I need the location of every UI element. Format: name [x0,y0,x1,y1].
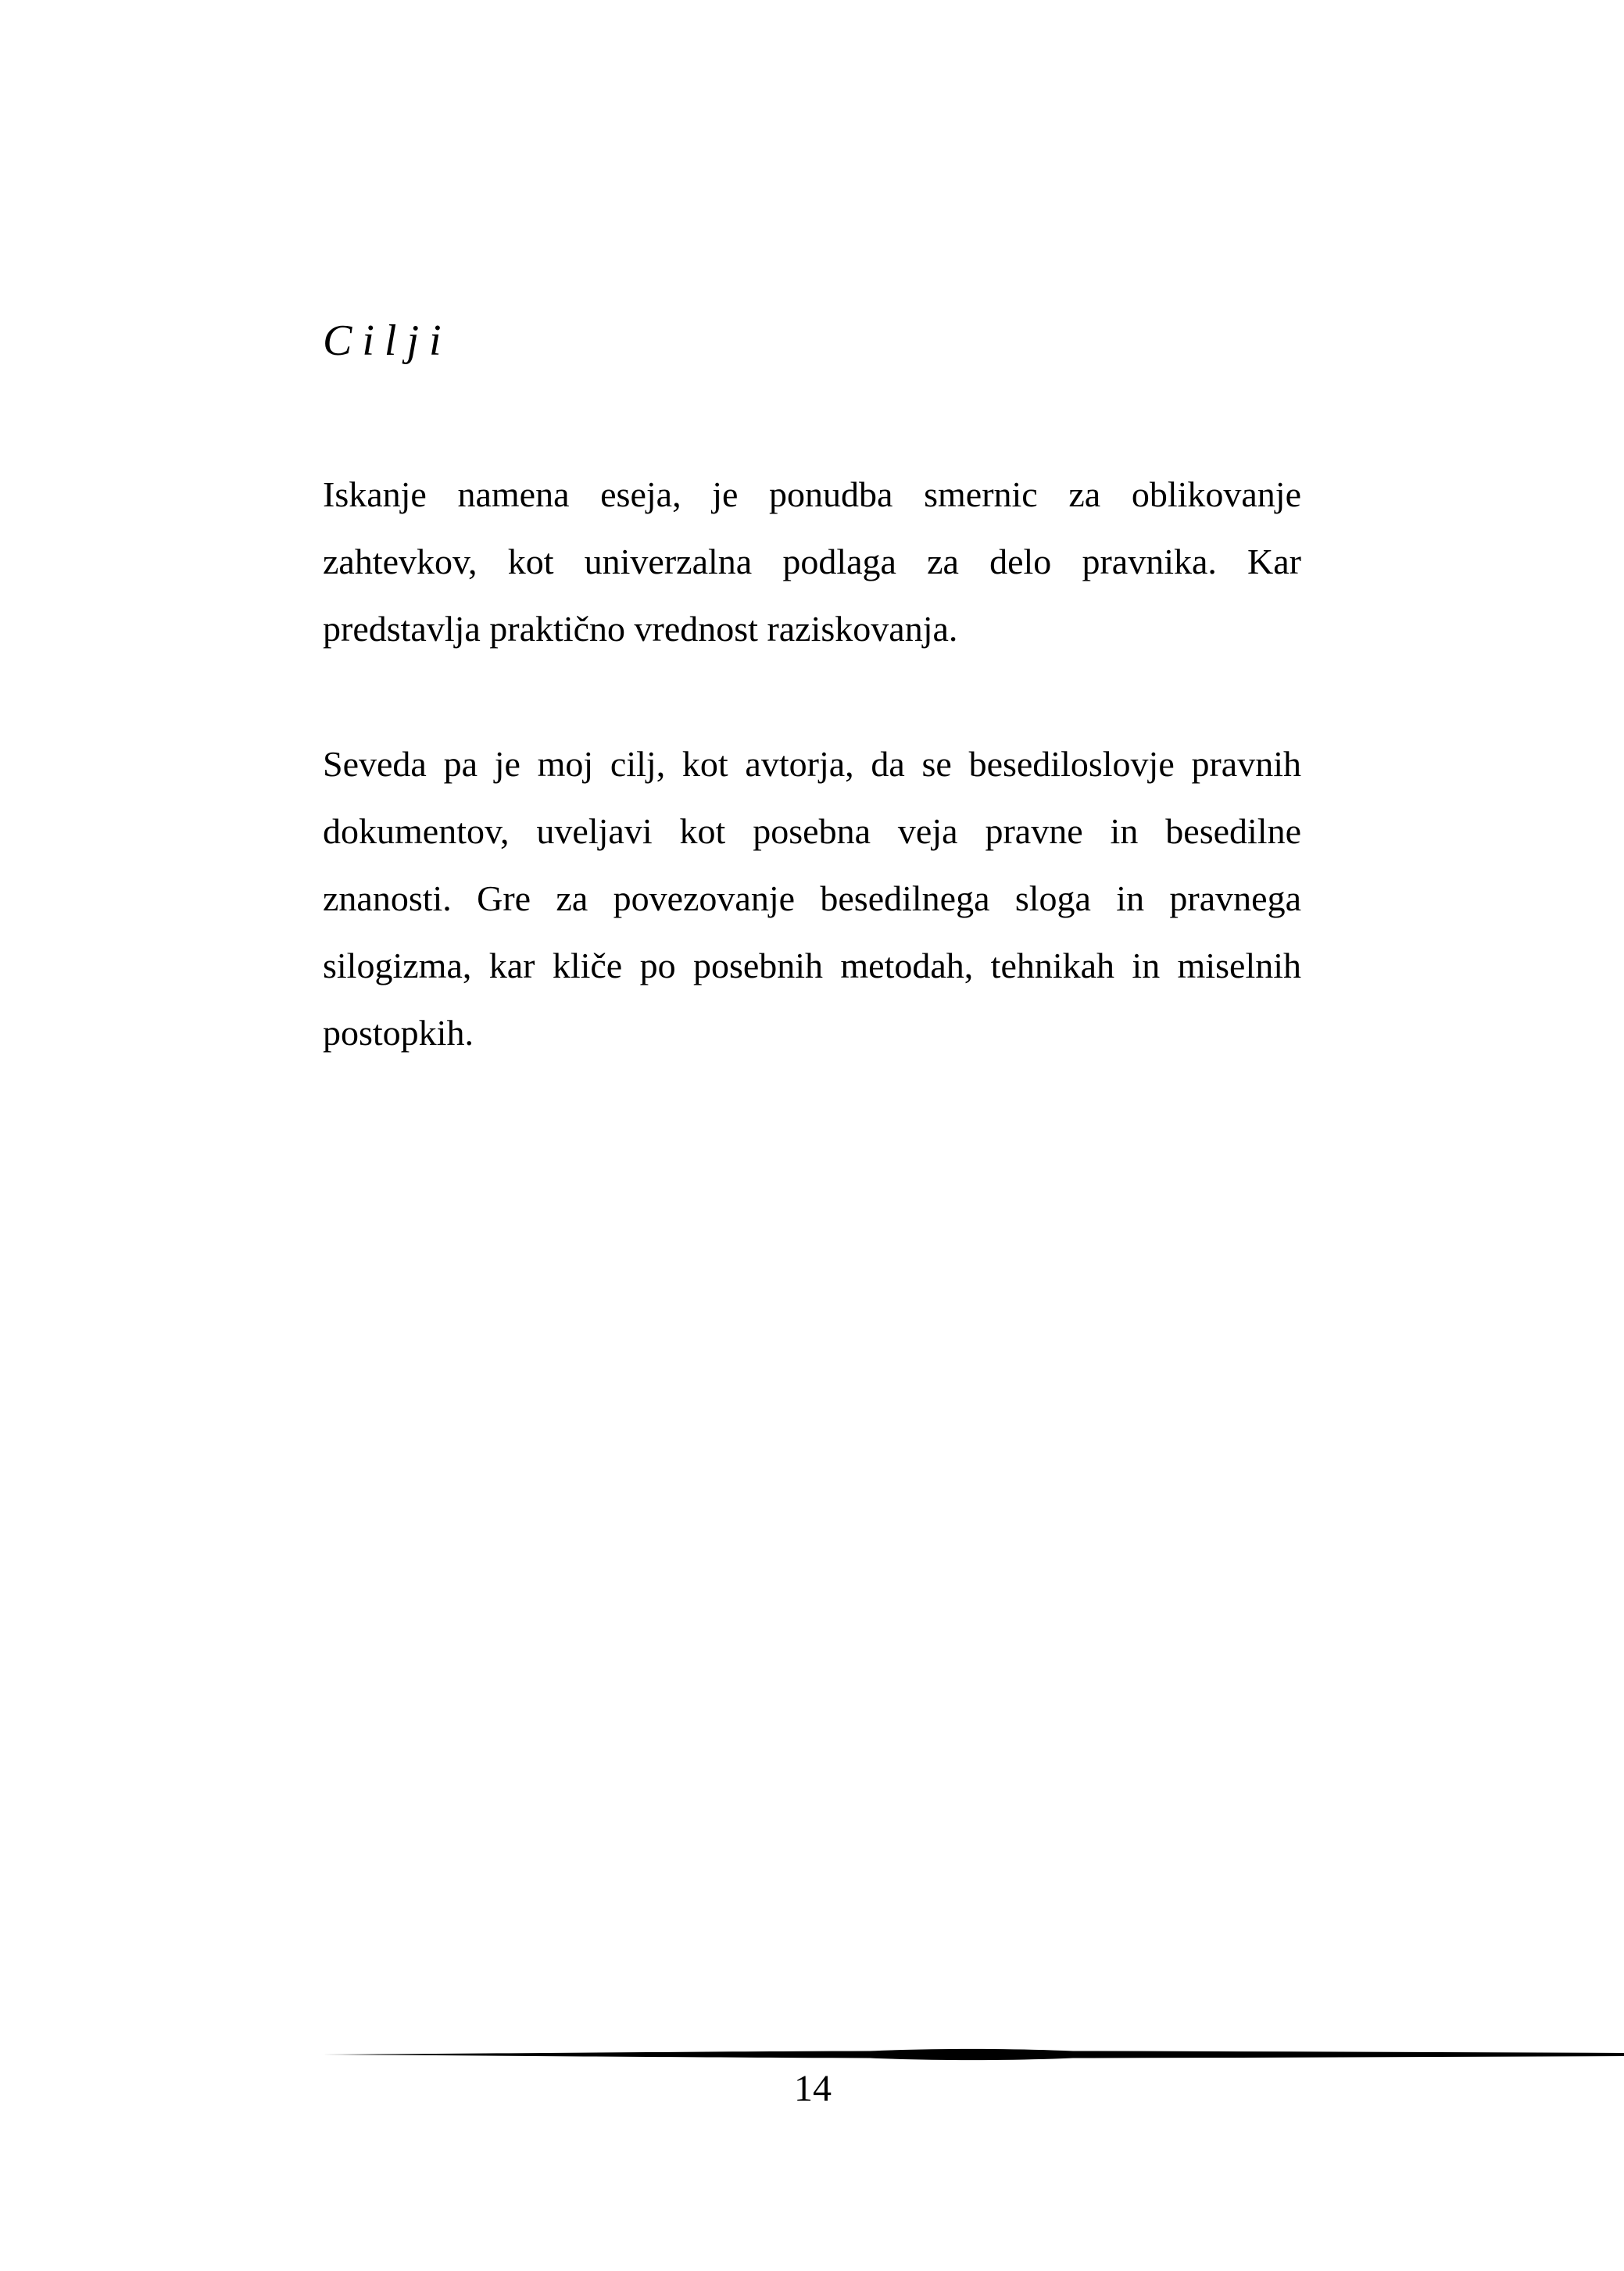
paragraph-line: postopkih. [323,1013,474,1053]
paragraph-line: znanosti. Gre za povezovanje besedilnega sloga in pravnega [323,878,1301,918]
page-number: 14 [794,2068,832,2109]
paragraph-line: zahtevkov, kot univerzalna podlaga za delo pravnika. Kar [323,542,1301,581]
section-heading: Cilji [323,317,452,365]
footer-rule [323,2047,1624,2062]
paragraph-line: Iskanje namena eseja, je ponudba smernic za oblikovanje [323,474,1301,514]
paragraph-line: Seveda pa je moj cilj, kot avtorja, da se besediloslovje pravnih [323,744,1301,784]
paragraph-line: dokumentov, uveljavi kot posebna veja pravne in besedilne [323,811,1301,851]
paragraph-line: silogizma, kar kliče po posebnih metodah, tehnikah in miselnih [323,946,1301,985]
paragraph-aims [323,461,1301,663]
paragraph-author-goal [323,731,1301,1067]
paragraph-line: predstavlja praktično vrednost raziskovanja. [323,609,958,649]
